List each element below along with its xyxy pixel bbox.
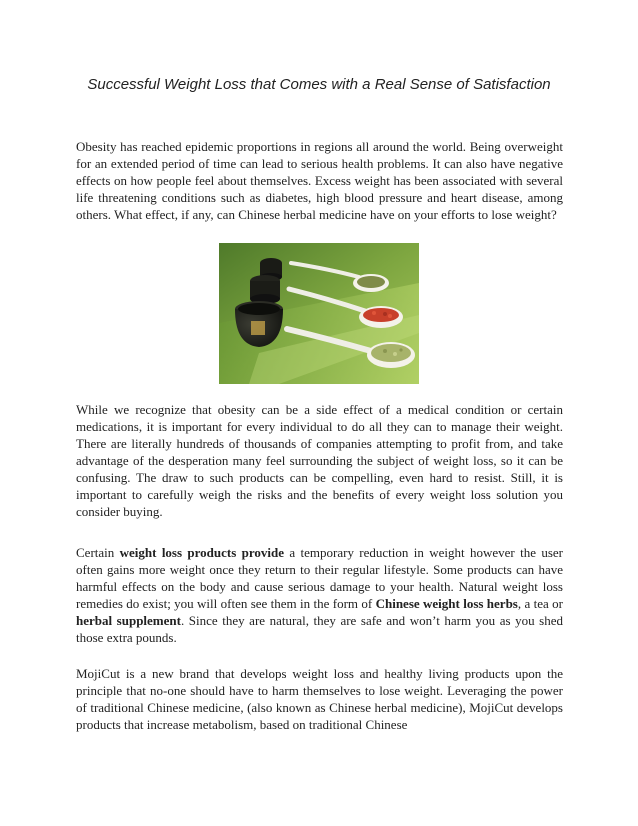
herbal-tea-spoons-photo (219, 243, 419, 384)
link-weight-loss-products[interactable]: weight loss products provide (119, 545, 285, 560)
p3-text-1: Certain (76, 545, 120, 560)
link-herbal-supplement[interactable]: herbal supplement (76, 613, 181, 628)
paragraph-weight-loss-products (76, 544, 563, 646)
p3-text-2: a temporary reduction in weight however the user often gains more weight once they return to their regular lifestyle. Some products can have harmful effects on the body and cause serious damage to your health. Natural weight loss remedies do exist; you will often see them in the form of (76, 545, 563, 611)
document-title: Successful Weight Loss that Comes with a Real Sense of Satisfaction (87, 76, 551, 93)
link-chinese-weight-loss-herbs[interactable]: Chinese weight loss herbs (375, 596, 518, 611)
p3-text-3: , a tea or (517, 596, 563, 611)
p3-text-4: . Since they are natural, they are safe and won’t harm you as you shed those extra pounds. (76, 613, 563, 645)
paragraph-obesity-causes: While we recognize that obesity can be a side effect of a medical condition or certain medications, it is important for every individual to do all they can to manage their weight. There are literally hundreds of thousands of companies attempting to profit from, and take advantage of the desperation many feel surrounding the subject of weight loss, so it can be confusing. The draw to such products can be compelling, even hard to resist. Still, it is important to carefully weigh the risks and the benefits of every weight loss solution you consider buying. (76, 402, 563, 519)
paragraph-intro: Obesity has reached epidemic proportions in regions all around the world. Being overweight for an extended period of time can lead to serious health problems. It can also have negative effects on how people feel about themselves. Excess weight has been associated with several life threatening conditions such as diabetes, high blood pressure and heart disease, among others. What effect, if any, can Chinese herbal medicine have on your efforts to lose weight? (76, 139, 563, 222)
paragraph-mojicut: MojiCut is a new brand that develops weight loss and healthy living products upon the principle that no-one should have to harm themselves to lose weight. Leveraging the power of traditional Chinese medicine, (also known as Chinese herbal medicine), MojiCut develops products that increase metabolism, based on traditional Chinese (76, 666, 563, 732)
